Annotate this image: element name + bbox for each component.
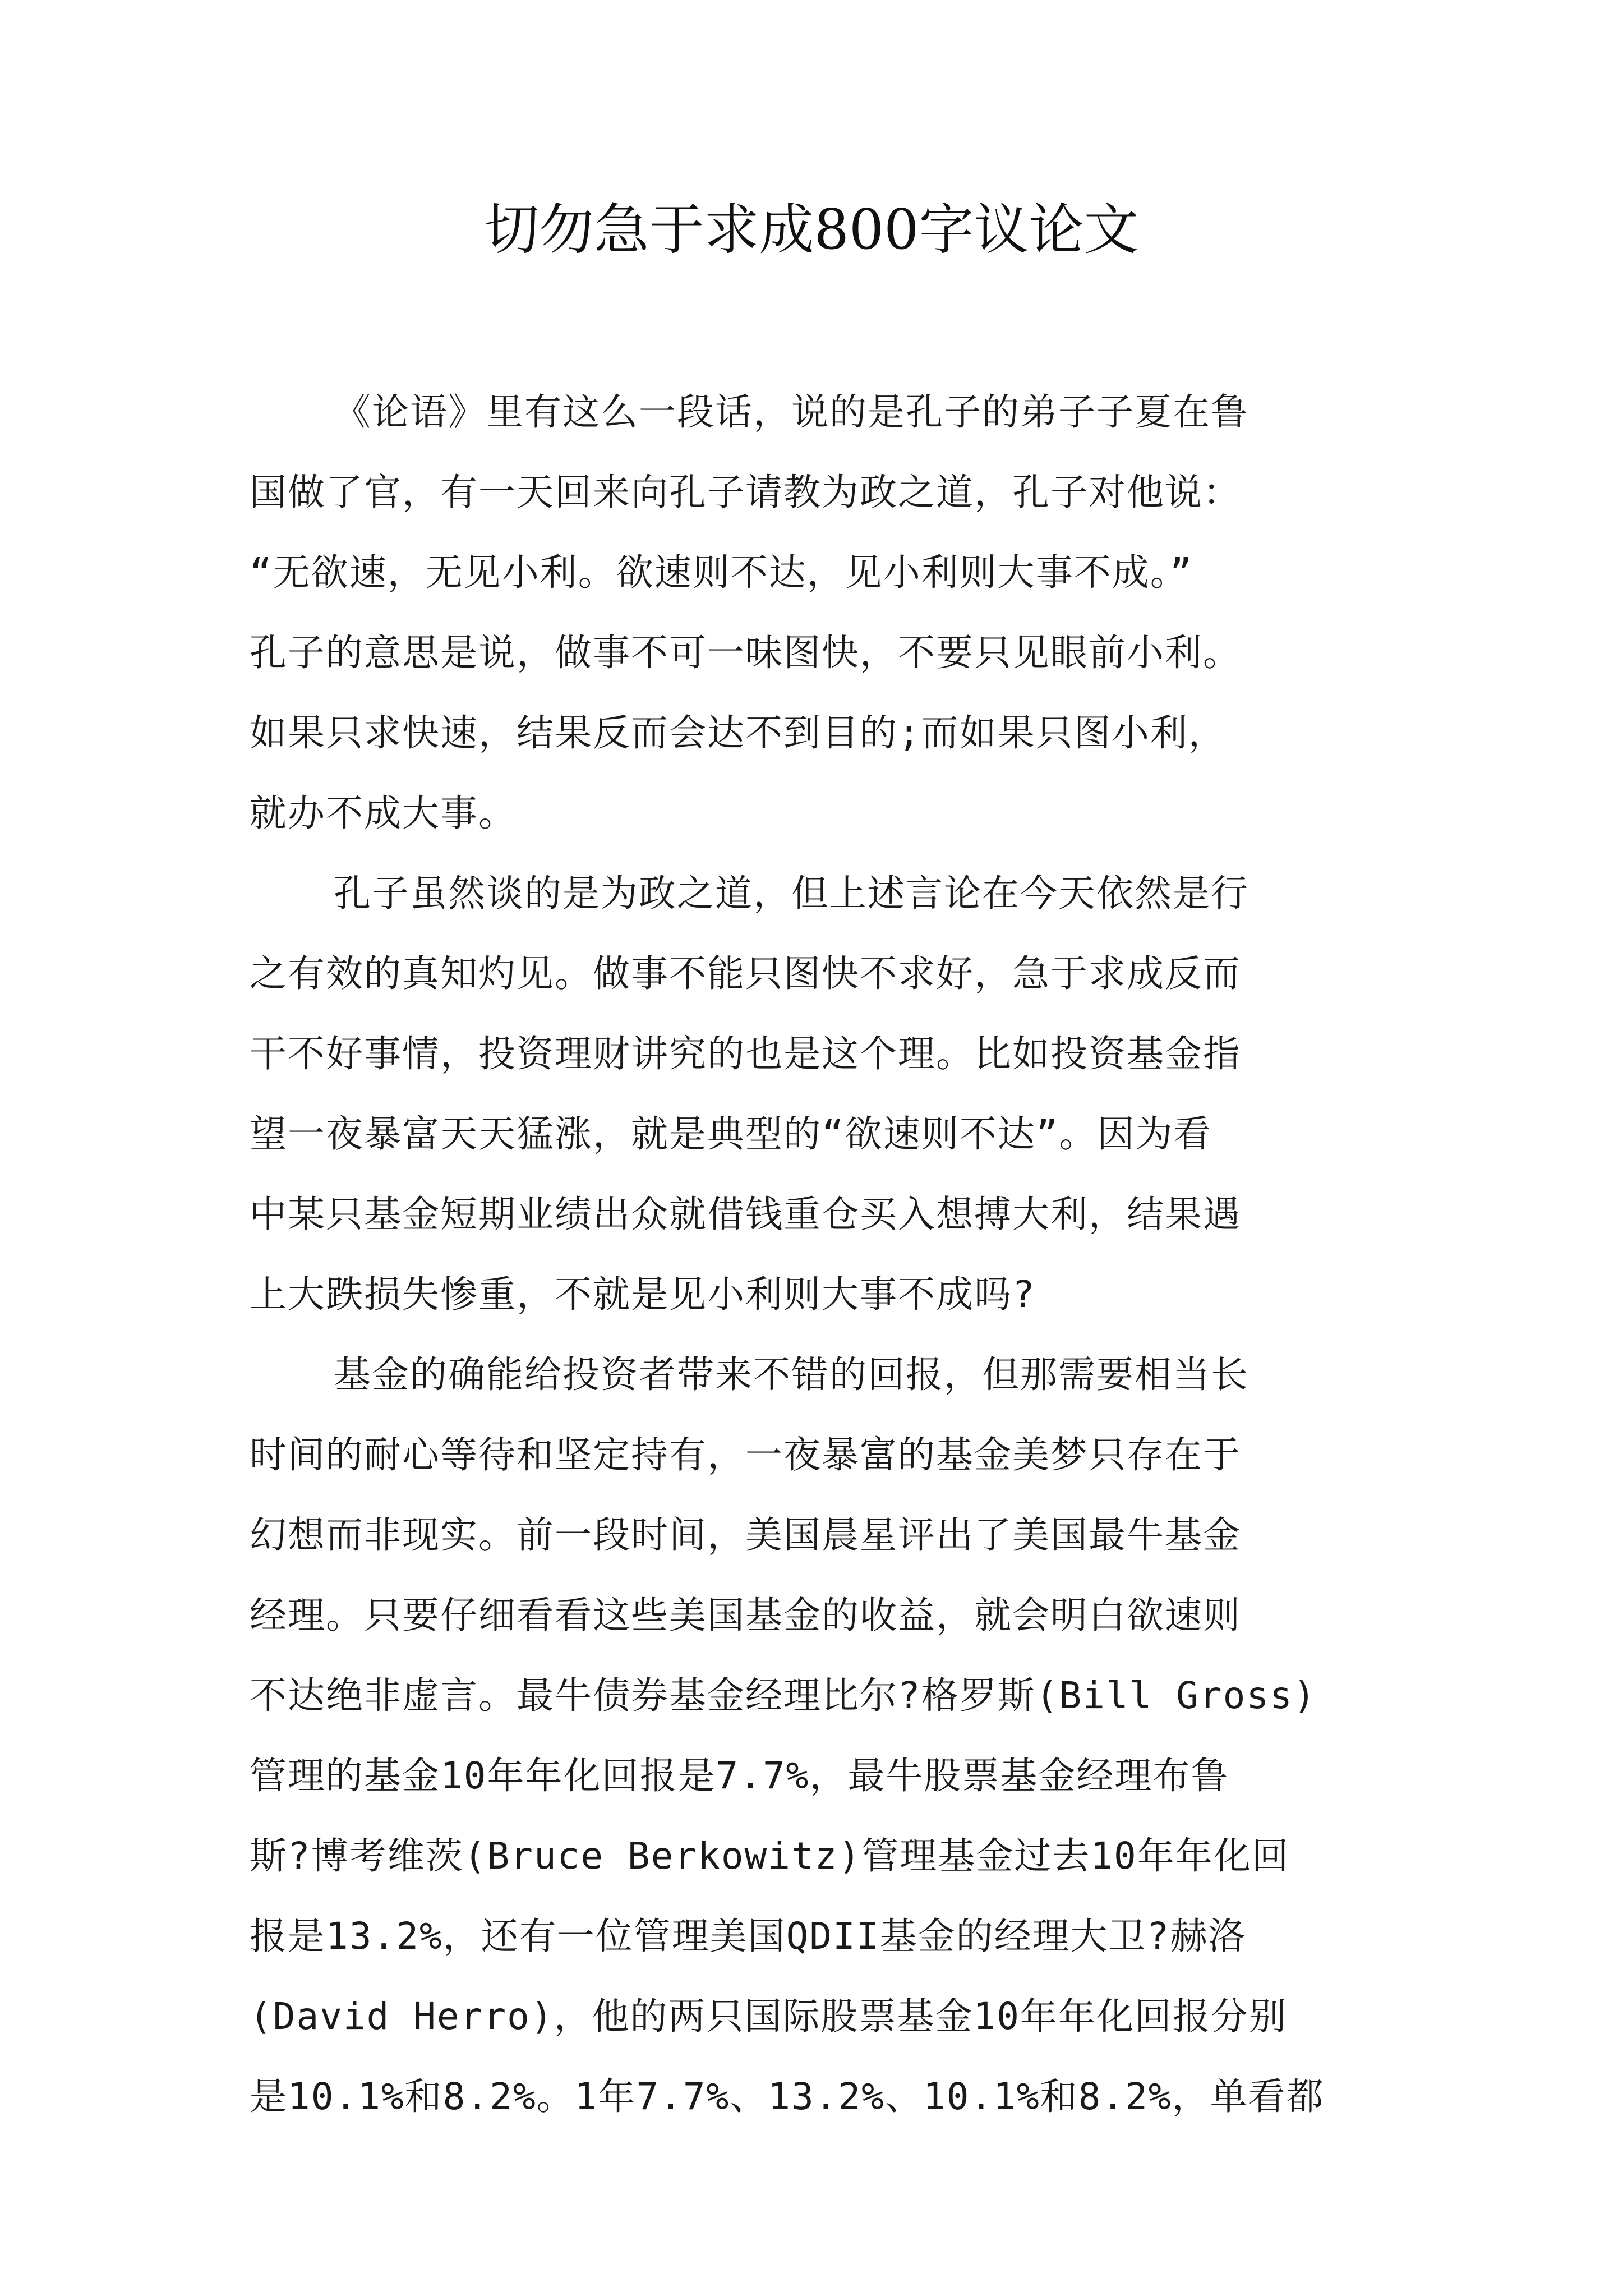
paragraph-1-line-4: 孔子的意思是说，做事不可一味图快，不要只见眼前小利。 (250, 631, 1241, 674)
paragraph-3-line-8: 报是13.2%，还有一位管理美国QDII基金的经理大卫?赫洛 (250, 1915, 1247, 1958)
paragraph-3-line-7: 斯?博考维茨(Bruce Berkowitz)管理基金过去10年年化回 (250, 1834, 1290, 1878)
paragraph-2-line-6: 上大跌损失惨重，不就是见小利则大事不成吗? (250, 1273, 1036, 1316)
paragraph-3-line-1: 基金的确能给投资者带来不错的回报，但那需要相当长 (334, 1353, 1249, 1396)
paragraph-2-line-3: 干不好事情，投资理财讲究的也是这个理。比如投资基金指 (250, 1032, 1241, 1075)
paragraph-1-line-5: 如果只求快速，结果反而会达不到目的;而如果只图小利， (250, 711, 1227, 754)
paragraph-3-line-5: 不达绝非虚言。最牛债券基金经理比尔?格罗斯(Bill Gross) (250, 1674, 1317, 1717)
document-title: 切勿急于求成800字议论文 (484, 198, 1139, 262)
paragraph-3-line-6: 管理的基金10年年化回报是7.7%，最牛股票基金经理布鲁 (250, 1754, 1229, 1797)
paragraph-2-line-4: 望一夜暴富天天猛涨，就是典型的“欲速则不达”。因为看 (250, 1112, 1212, 1156)
paragraph-2-line-1: 孔子虽然谈的是为政之道，但上述言论在今天依然是行 (334, 872, 1249, 915)
paragraph-3-line-2: 时间的耐心等待和坚定持有，一夜暴富的基金美梦只存在于 (250, 1433, 1241, 1476)
document-body (250, 372, 1399, 2137)
paragraph-3-line-4: 经理。只要仔细看看这些美国基金的收益，就会明白欲速则 (250, 1594, 1241, 1637)
paragraph-2-line-2: 之有效的真知灼见。做事不能只图快不求好，急于求成反而 (250, 952, 1241, 995)
paragraph-2-line-5: 中某只基金短期业绩出众就借钱重仓买入想搏大利，结果遇 (250, 1193, 1241, 1236)
paragraph-1-line-2: 国做了官，有一天回来向孔子请教为政之道，孔子对他说： (250, 471, 1241, 514)
paragraph-1-line-6: 就办不成大事。 (250, 792, 517, 835)
paragraph-1-line-3: “无欲速，无见小利。欲速则不达，见小利则大事不成。” (250, 551, 1193, 594)
paragraph-3-line-10: 是10.1%和8.2%。1年7.7%、13.2%、10.1%和8.2%，单看都 (250, 2075, 1325, 2118)
paragraph-1-line-1: 《论语》里有这么一段话，说的是孔子的弟子子夏在鲁 (334, 390, 1249, 434)
paragraph-3-line-3: 幻想而非现实。前一段时间，美国晨星评出了美国最牛基金 (250, 1513, 1241, 1557)
paragraph-3-line-9: (David Herro)，他的两只国际股票基金10年年化回报分别 (250, 1995, 1288, 2038)
